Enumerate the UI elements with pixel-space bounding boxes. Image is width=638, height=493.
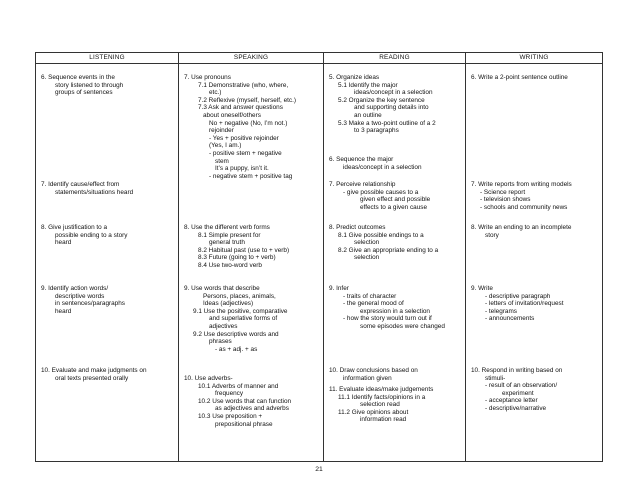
text-line: 8.2 Habitual past (use to + verb) [198, 246, 290, 254]
speaking-item-8 [179, 224, 323, 270]
text-line: etc.) [209, 89, 222, 97]
text-line: and superlative forms of [209, 315, 278, 323]
text-line: effects to a given cause [360, 203, 428, 211]
header-writing: WRITING [466, 53, 603, 64]
text-line: 8. Write an ending to an incomplete [471, 224, 572, 231]
writing-item-8 [466, 224, 602, 239]
text-line: 10. Draw conclusions based on [329, 367, 418, 374]
page-number: 21 [315, 466, 323, 473]
text-line: given effect and possible [360, 196, 431, 204]
text-line: - negative stem + positive tag [209, 172, 293, 180]
text-line: - announcements [485, 315, 535, 323]
text-line: and supporting details into [354, 104, 429, 112]
text-line: 10. Evaluate and make judgments on [41, 367, 147, 374]
text-line: stem [215, 157, 229, 165]
writing-item-10 [466, 367, 602, 413]
header-listening: LISTENING [36, 53, 179, 64]
text-line: 8.4 Use two-word verb [198, 261, 262, 269]
text-line: - the general mood of [343, 300, 404, 308]
text-line: 5.2 Organize the key sentence [338, 96, 425, 104]
text-line: adjectives [209, 322, 238, 330]
content-row [36, 64, 603, 462]
text-line: heard [55, 307, 72, 315]
text-line: (Yes, I am.) [209, 142, 242, 150]
text-line: selection read [360, 401, 400, 409]
listening-item-7 [36, 181, 178, 196]
text-line: ideas/concept in a selection [343, 163, 422, 171]
text-line: 10.2 Use words that can function [198, 397, 292, 405]
text-line: statements/situations heard [55, 188, 134, 196]
text-line: It’s a puppy, isn’t it. [215, 165, 269, 173]
header-reading: READING [324, 53, 466, 64]
reading-item-6 [324, 156, 465, 171]
text-line: possible ending to a story [55, 231, 128, 239]
listening-cell [36, 64, 179, 462]
text-line: 11.2 Give opinions about [338, 408, 409, 416]
text-line: - letters of invitation/request [485, 300, 564, 308]
text-line: information read [360, 416, 407, 424]
text-line: 7.1 Demonstrative (who, where, [198, 81, 289, 89]
text-line: 9.1 Use the positive, comparative [193, 307, 288, 315]
speaking-cell [179, 64, 324, 462]
text-line: 8.3 Future (going to + verb) [198, 254, 276, 262]
text-line: 6. Sequence events in the [41, 74, 115, 81]
text-line: as adjectives and adverbs [215, 405, 289, 413]
text-line: experiment [502, 389, 534, 397]
text-line: - descriptive/narrative [485, 404, 547, 412]
text-line: an outline [354, 111, 382, 119]
text-line: - how the story would turn out if [343, 315, 432, 323]
text-line: 9. Infer [329, 285, 349, 292]
text-line: 11. Evaluate ideas/make judgements [329, 386, 434, 393]
text-line: selection [354, 254, 380, 262]
text-line: 6. Write a 2-point sentence outline [471, 74, 568, 81]
curriculum-table [35, 52, 603, 462]
text-line: Ideas (adjectives) [203, 300, 254, 308]
text-line: 9. Write [471, 285, 493, 292]
text-line: 7. Write reports from writing models [471, 181, 572, 188]
reading-item-11 [324, 386, 465, 424]
text-line: heard [55, 239, 72, 247]
text-line: descriptive words [55, 292, 105, 300]
listening-item-6 [36, 74, 178, 97]
text-line: 7. Perceive relationship [329, 181, 396, 188]
text-line: 5.1 Identify the major [338, 81, 398, 89]
text-line: - Yes + positive rejoinder [209, 134, 279, 142]
text-line: 7.3 Ask and answer questions [198, 104, 283, 112]
text-line: 6. Sequence the major [329, 156, 394, 163]
text-line: ideas/concept in a selection [354, 89, 433, 97]
writing-item-6 [466, 74, 602, 82]
reading-item-8 [324, 224, 465, 262]
text-line: stimuli- [485, 374, 506, 382]
text-line: expression in a selection [360, 307, 430, 315]
reading-item-7 [324, 181, 465, 211]
writing-cell [466, 64, 603, 462]
text-line: 9. Identify action words/ [41, 285, 109, 292]
text-line: 11.1 Identify facts/opinions in a [338, 393, 426, 401]
text-line: rejoinder [209, 127, 234, 135]
writing-item-9 [466, 285, 602, 323]
text-line: 8.1 Simple present for [198, 231, 261, 239]
text-line: 9. Use words that describe [184, 285, 260, 292]
text-line: 7.2 Reflexive (myself, herself, etc.) [198, 96, 297, 104]
text-line: frequency [215, 390, 244, 398]
text-line: - telegrams [485, 307, 517, 315]
text-line: 10.3 Use preposition + [198, 412, 263, 420]
text-line: - television shows [480, 196, 531, 204]
text-line: 8.1 Give possible endings to a [338, 231, 424, 239]
listening-item-9 [36, 285, 178, 315]
speaking-item-10 [179, 375, 323, 428]
text-line: in sentences/paragraphs [55, 300, 125, 308]
text-line: 5.3 Make a two-point outline of a 2 [338, 119, 436, 127]
text-line: selection [354, 239, 380, 247]
text-line: groups of sentences [55, 89, 113, 97]
text-line: Persons, places, animals, [203, 292, 276, 300]
listening-item-10 [36, 367, 178, 382]
text-line: 9.2 Use descriptive words and [193, 330, 279, 338]
text-line: 7. Identify cause/effect from [41, 181, 120, 188]
text-line: - as + adj. + as [215, 345, 258, 353]
text-line: some episodes were changed [360, 322, 445, 330]
reading-item-10 [324, 367, 465, 382]
text-line: general truth [209, 239, 245, 247]
text-line: story listened to through [55, 81, 124, 89]
text-line: story [485, 231, 499, 239]
writing-item-7 [466, 181, 602, 211]
text-line: oral texts presented orally [55, 374, 129, 382]
header-row [36, 53, 603, 64]
speaking-item-9 [179, 285, 323, 353]
text-line: 10. Respond in writing based on [471, 367, 563, 374]
text-line: - descriptive paragraph [485, 292, 551, 300]
listening-item-8 [36, 224, 178, 247]
text-line: 8. Give justification to a [41, 224, 108, 231]
text-line: to 3 paragraphs [354, 127, 399, 135]
text-line: 10.1 Adverbs of manner and [198, 382, 279, 390]
text-line: - positive stem + negative [209, 149, 282, 157]
text-line: - schools and community news [480, 203, 568, 211]
text-line: phrases [209, 338, 232, 346]
text-line: 5. Organize ideas [329, 74, 380, 81]
text-line: - Science report [480, 188, 526, 196]
text-line: 8.2 Give an appropriate ending to a [338, 246, 439, 254]
text-line: 8. Predict outcomes [329, 224, 386, 231]
text-line: 10. Use adverbs- [184, 375, 233, 382]
reading-item-5 [324, 74, 465, 135]
text-line: information given [343, 374, 392, 382]
text-line: - acceptance letter [485, 397, 538, 405]
text-line: - traits of character [343, 292, 397, 300]
reading-item-9 [324, 285, 465, 331]
reading-cell [324, 64, 466, 462]
header-speaking: SPEAKING [179, 53, 324, 64]
text-line: - result of an observation/ [485, 382, 558, 390]
speaking-item-7 [179, 74, 323, 180]
text-line: prepositional phrase [215, 420, 273, 428]
text-line: No + negative (No, I’m not.) [209, 119, 288, 127]
text-line: 7. Use pronouns [184, 74, 231, 81]
text-line: 8. Use the different verb forms [184, 224, 270, 231]
text-line: about oneself/others [203, 111, 261, 119]
text-line: - give possible causes to a [343, 188, 419, 196]
